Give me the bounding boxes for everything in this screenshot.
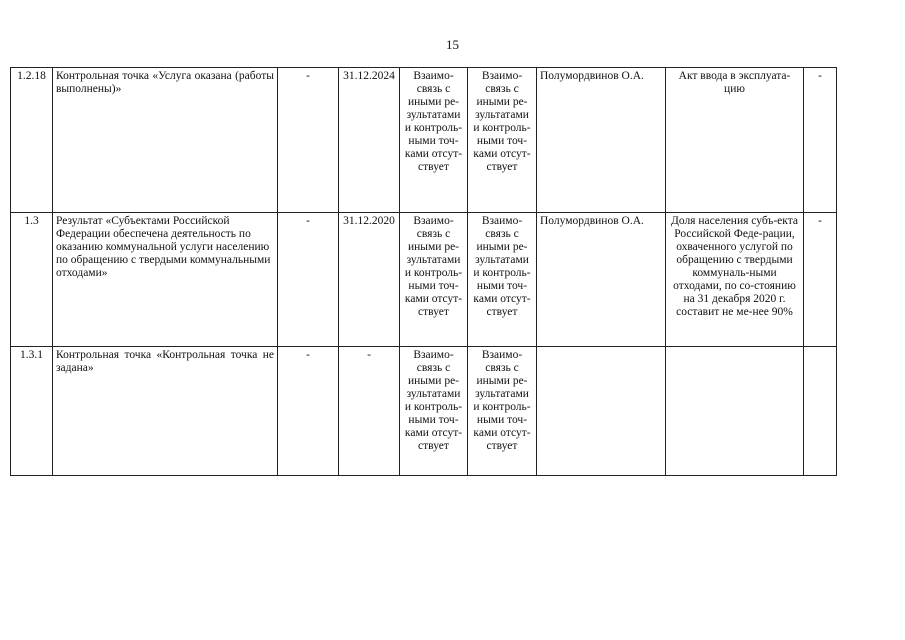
row-name: Контрольная точка «Контрольная точка не задана» xyxy=(53,347,278,476)
row-responsible: Полумордвинов О.А. xyxy=(537,68,666,213)
page-number: 15 xyxy=(446,37,459,52)
row-result-type: Доля населения субъ-екта Российской Феде-рации, охваченного услугой по обращению с твердыми коммуналь-ными отходами, по со-стоянию на 31 декабря 2020 г. составит не ме-нее 90% xyxy=(666,213,804,347)
row-name: Результат «Субъектами Российской Федерации обеспечена деятельность по оказанию коммунальной услуги населению по обращению с твердыми коммунальными отходами» xyxy=(53,213,278,347)
row-predecessors: Взаимо-связь с иными ре-зультатами и контроль-ными точ-ками отсут-ствует xyxy=(400,68,468,213)
row-control-level: - xyxy=(804,68,837,213)
row-start-date: - xyxy=(278,213,339,347)
row-successors: Взаимо-связь с иными ре-зультатами и контроль-ными точ-ками отсут-ствует xyxy=(468,213,537,347)
row-number: 1.3.1 xyxy=(11,347,53,476)
row-control-level: - xyxy=(804,213,837,347)
table-row xyxy=(11,347,837,476)
row-start-date: - xyxy=(278,68,339,213)
row-successors: Взаимо-связь с иными ре-зультатами и контроль-ными точ-ками отсут-ствует xyxy=(468,347,537,476)
row-end-date: 31.12.2024 xyxy=(339,68,400,213)
row-number: 1.2.18 xyxy=(11,68,53,213)
row-end-date: 31.12.2020 xyxy=(339,213,400,347)
row-name: Контрольная точка «Услуга оказана (работы выполнены)» xyxy=(53,68,278,213)
row-start-date: - xyxy=(278,347,339,476)
table-row xyxy=(11,213,837,347)
row-number: 1.3 xyxy=(11,213,53,347)
row-predecessors: Взаимо-связь с иными ре-зультатами и контроль-ными точ-ками отсут-ствует xyxy=(400,213,468,347)
row-successors: Взаимо-связь с иными ре-зультатами и контроль-ными точ-ками отсут-ствует xyxy=(468,68,537,213)
row-control-level xyxy=(804,347,837,476)
row-predecessors: Взаимо-связь с иными ре-зультатами и контроль-ными точ-ками отсут-ствует xyxy=(400,347,468,476)
row-end-date: - xyxy=(339,347,400,476)
row-responsible xyxy=(537,347,666,476)
table-row xyxy=(11,68,837,213)
schedule-table xyxy=(10,67,837,476)
row-result-type xyxy=(666,347,804,476)
row-responsible: Полумордвинов О.А. xyxy=(537,213,666,347)
row-result-type: Акт ввода в эксплуата-цию xyxy=(666,68,804,213)
